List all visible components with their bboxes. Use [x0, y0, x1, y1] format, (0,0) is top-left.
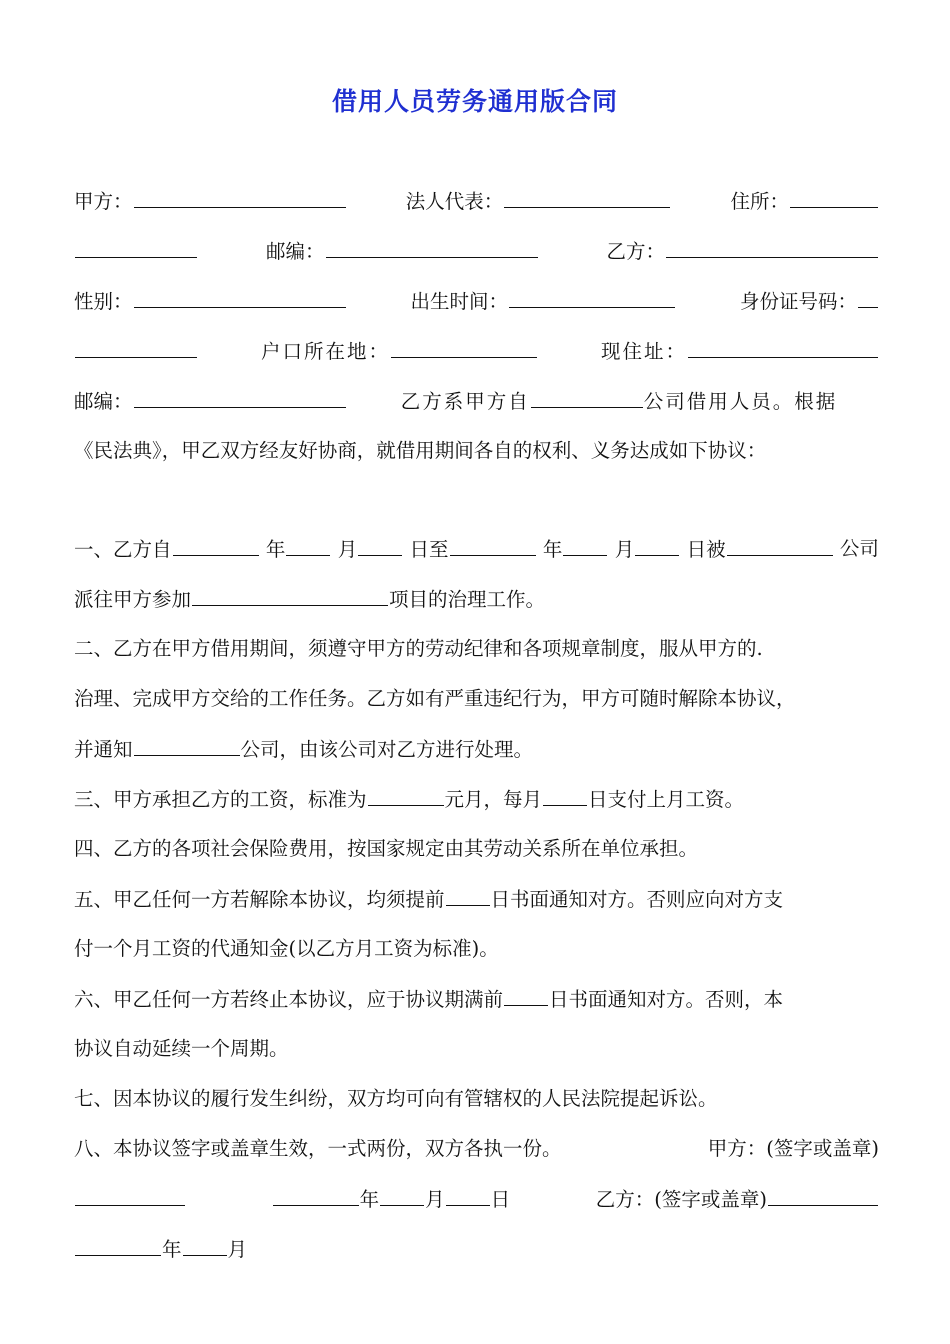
project-field[interactable] [192, 584, 388, 606]
clause-1-text: 一、乙方自 [74, 538, 172, 561]
notice-days-field[interactable] [446, 884, 490, 906]
clause-1-line-1 [74, 534, 879, 564]
signature-line-2 [74, 1234, 879, 1264]
clause-7: 七、因本协议的履行发生纠纷，双方均可向有管辖权的人民法院提起诉讼。 [74, 1087, 718, 1110]
birth-label: 出生时间： [410, 290, 508, 313]
borrow-text-a: 乙方系甲方自 [400, 390, 530, 413]
borrow-company-field[interactable] [531, 386, 643, 408]
terminate-rest-text: 日书面通知对方。否则应向对方支 [490, 888, 784, 911]
expire-rest-text: 日书面通知对方。否则，本 [549, 988, 784, 1011]
notify-company-field[interactable] [134, 734, 240, 756]
effect-text: 八、本协议签字或盖章生效，一式两份，双方各执一份。 [74, 1137, 562, 1160]
dispatch-company-field[interactable] [727, 534, 833, 556]
party-a-sign-field[interactable] [75, 1184, 185, 1206]
residence-field[interactable] [790, 186, 878, 208]
document-title: 借用人员劳务通用版合同 [331, 87, 618, 116]
dispatch-text: 派往甲方参加 [74, 588, 192, 611]
residence-label: 住所： [730, 190, 789, 213]
sign-year-label: 年 [359, 1188, 380, 1211]
day-to-label: 日至 [409, 538, 449, 561]
start-day-field[interactable] [358, 534, 402, 556]
end-year-field[interactable] [450, 534, 536, 556]
party-a-label: 甲方： [74, 190, 133, 213]
hukou-field[interactable] [391, 336, 537, 358]
current-address-label: 现住址： [600, 340, 687, 363]
gender-label: 性别： [74, 290, 133, 313]
party-a-month-field[interactable] [380, 1184, 424, 1206]
sign-month-label: 月 [425, 1188, 445, 1211]
gender-field[interactable] [134, 286, 346, 308]
project-text: 项目的治理工作。 [389, 588, 546, 611]
end-day-field[interactable] [635, 534, 679, 556]
party-a-day-field[interactable] [446, 1184, 490, 1206]
clause-6-line-1 [74, 984, 879, 1014]
expire-days-field[interactable] [504, 984, 548, 1006]
year-label: 年 [265, 538, 286, 561]
birth-field[interactable] [509, 286, 675, 308]
header-line-1 [74, 186, 879, 216]
clause-5-line-2: 付一个月工资的代通知金(以乙方月工资为标准)。 [74, 937, 499, 960]
sign-day-label: 日 [490, 1188, 511, 1211]
year2-label: 年 [542, 538, 563, 561]
party-b-label: 乙方： [606, 240, 665, 263]
signature-line-1 [74, 1184, 879, 1214]
current-address-field[interactable] [688, 336, 878, 358]
clause-6-line-2: 协议自动延续一个周期。 [74, 1037, 289, 1060]
start-month-field[interactable] [286, 534, 330, 556]
day-by-label: 日被 [686, 538, 726, 561]
borrow-text-b: 公司借用人员。根据 [643, 390, 838, 413]
clause-2-line-1: 二、乙方在甲方借用期间，须遵守甲方的劳动纪律和各项规章制度，服从甲方的. [74, 637, 763, 660]
clause-4: 四、乙方的各项社会保险费用，按国家规定由其劳动关系所在单位承担。 [74, 837, 699, 860]
postcode2-label: 邮编： [74, 390, 133, 413]
start-year-field[interactable] [173, 534, 259, 556]
header-line-3 [74, 286, 879, 316]
party-a-field[interactable] [134, 186, 346, 208]
sign-month2-label: 月 [227, 1238, 248, 1261]
header-line-2 [74, 236, 879, 266]
header-line-5 [74, 386, 879, 416]
expire-text: 六、甲乙任何一方若终止本协议，应于协议期满前 [74, 988, 504, 1011]
month2-label: 月 [614, 538, 635, 561]
clause-3 [74, 784, 879, 814]
postcode-field[interactable] [326, 236, 538, 258]
legal-rep-label: 法人代表： [405, 190, 504, 213]
residence-field-cont[interactable] [75, 236, 197, 258]
id-field[interactable] [858, 286, 878, 308]
postcode-label: 邮编： [265, 240, 325, 263]
pay-day-text: 日支付上月工资。 [588, 788, 745, 811]
header-line-4 [74, 336, 879, 366]
salary-unit-text: 元月，每月 [444, 788, 543, 811]
clause-2-line-3 [74, 734, 879, 764]
clause-8 [74, 1134, 879, 1164]
clause-5-line-1 [74, 884, 879, 914]
company-label: 公司 [839, 537, 879, 560]
legal-rep-field[interactable] [504, 186, 670, 208]
notify-rest-text: 公司，由该公司对乙方进行处理。 [240, 738, 534, 761]
party-b-sign-label: 乙方：(签字或盖章) [595, 1188, 767, 1211]
clause-1-line-2 [74, 584, 879, 614]
party-b-month-field[interactable] [183, 1234, 227, 1256]
salary-text: 三、甲方承担乙方的工资，标准为 [74, 788, 367, 811]
party-b-sign-field[interactable] [768, 1184, 878, 1206]
end-month-field[interactable] [563, 534, 607, 556]
party-b-field[interactable] [666, 236, 878, 258]
clause-2-line-2: 治理、完成甲方交给的工作任务。乙方如有严重违纪行为，甲方可随时解除本协议， [74, 687, 796, 710]
intro-line-2: 《民法典》，甲乙双方经友好协商，就借用期间各自的权利、义务达成如下协议： [74, 439, 767, 462]
id-label: 身份证号码： [739, 290, 857, 313]
month-label: 月 [337, 538, 358, 561]
pay-day-field[interactable] [543, 784, 587, 806]
postcode2-field[interactable] [134, 386, 346, 408]
salary-field[interactable] [368, 784, 444, 806]
notify-text: 并通知 [74, 738, 133, 761]
sign-year2-label: 年 [162, 1238, 182, 1261]
hukou-label: 户口所在地： [260, 340, 390, 363]
party-b-year-field[interactable] [75, 1234, 161, 1256]
party-a-year-field[interactable] [273, 1184, 359, 1206]
id-field-cont[interactable] [75, 336, 197, 358]
terminate-text: 五、甲乙任何一方若解除本协议，均须提前 [74, 888, 445, 911]
party-a-sign-label: 甲方：(签字或盖章) [707, 1137, 879, 1160]
